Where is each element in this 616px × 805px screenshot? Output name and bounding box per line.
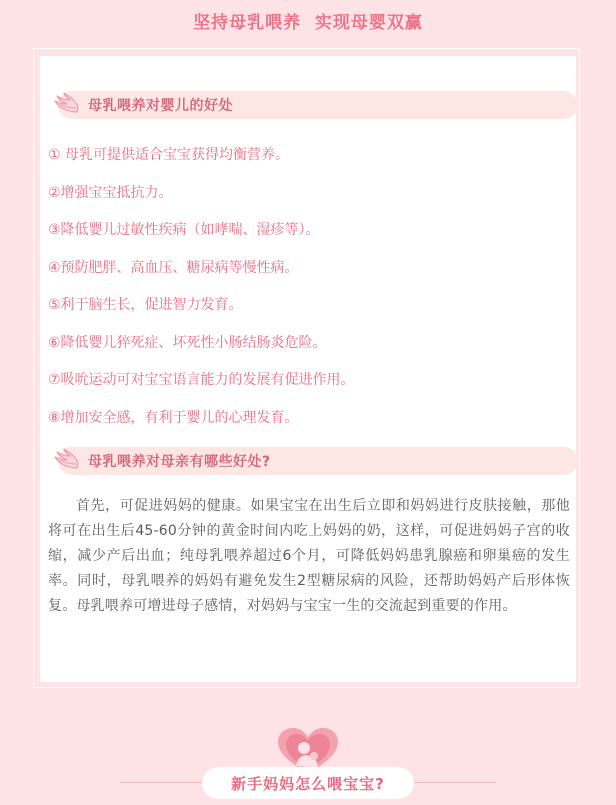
list-item: ⑦吸吮运动可对宝宝语言能力的发展有促进作用。 bbox=[48, 372, 355, 388]
section-title-infant: 母乳喂养对婴儿的好处 bbox=[88, 98, 233, 114]
page-title: 坚持母乳喂养 实现母婴双赢 bbox=[193, 13, 423, 33]
list-item: ⑧增加安全感，有利于婴儿的心理发育。 bbox=[48, 409, 299, 426]
angel-wing-icon bbox=[50, 448, 80, 474]
list-item: ③降低婴儿过敏性疾病（如哮喘、湿疹等）。 bbox=[48, 222, 320, 238]
infant-benefits-list bbox=[48, 144, 355, 444]
section-header-infant bbox=[50, 90, 568, 120]
list-item: ②增强宝宝抵抗力。 bbox=[48, 184, 173, 201]
mother-benefits-paragraph: 首先，可促进妈妈的健康。如果宝宝在出生后立即和妈妈进行皮肤接触，那他将可在出生后45-60分钟的黄金时间内吃上妈妈的奶，这样，可促进妈妈子宫的收缩，减少产后出血；纯母乳喂养超过6个月，可降低妈妈患乳腺癌和卵巢癌的发生率。同时，母乳喂养的妈妈有避免发生2型糖尿病的风险，还帮助妈妈产后形体恢复。母乳喂养可增进母子感情，对妈妈与宝宝一生的交流起到重要的作用。 bbox=[48, 498, 570, 614]
footer-divider-right bbox=[406, 782, 496, 783]
content-card bbox=[40, 56, 576, 682]
list-item: ④预防肥胖、高血压、糖尿病等慢性病。 bbox=[48, 259, 299, 276]
footer-divider-left bbox=[120, 782, 210, 783]
footer-title: 新手妈妈怎么喂宝宝? bbox=[231, 775, 385, 793]
angel-wing-icon bbox=[50, 92, 80, 118]
section-title-mother: 母乳喂养对母亲有哪些好处? bbox=[88, 454, 271, 470]
list-item: ⑥降低婴儿猝死症、坏死性小肠结肠炎危险。 bbox=[48, 334, 327, 351]
list-item: ⑤利于脑生长，促进智力发育。 bbox=[48, 297, 243, 313]
section-header-mother bbox=[50, 446, 568, 476]
list-item: ① 母乳可提供适合宝宝获得均衡营养。 bbox=[48, 147, 289, 163]
